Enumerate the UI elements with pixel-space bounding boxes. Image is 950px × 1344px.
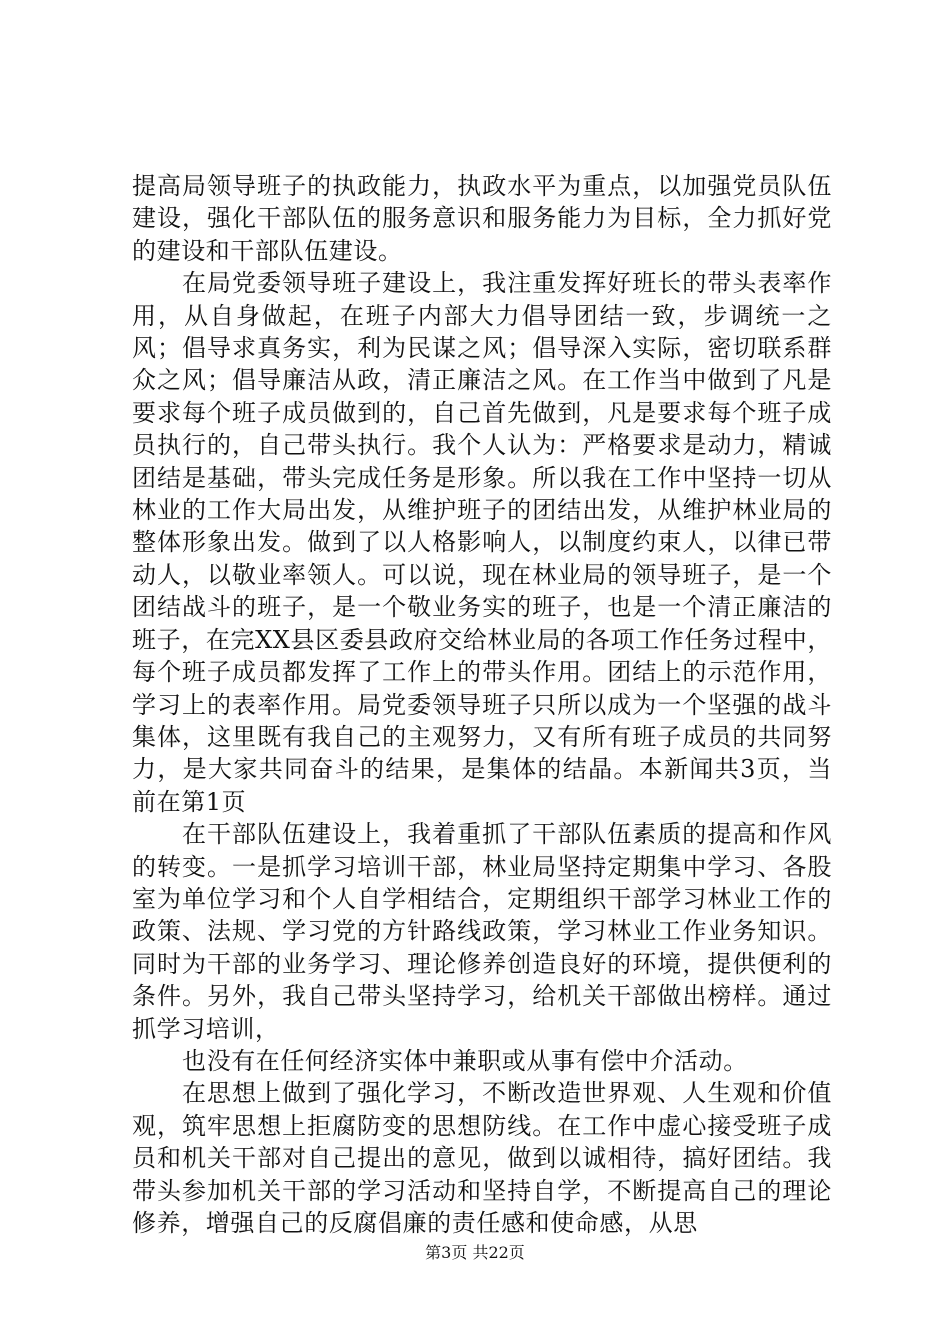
paragraph-3: 在干部队伍建设上，我着重抓了干部队伍素质的提高和作风的转变。一是抓学习培训干部，林业局坚持定期集中学习、各股室为单位学习和个人自学相结合，定期组织干部学习林业工作的政策、法规、学习党的方针路线政策，学习林业工作业务知识。同时为干部的业务学习、理论修养创造良好的环境，提供便利的条件。另外，我自己带头坚持学习，给机关干部做出榜样。通过抓学习培训， bbox=[132, 820, 832, 1043]
paragraph-2: 在局党委领导班子建设上，我注重发挥好班长的带头表率作用，从自身做起，在班子内部大力倡导团结一致，步调统一之风；倡导求真务实，利为民谋之风；倡导深入实际，密切联系群众之风；倡导廉洁从政，清正廉洁之风。在工作当中做到了凡是要求每个班子成员做到的，自己首先做到，凡是要求每个班子成员执行的，自己带头执行。我个人认为：严格要求是动力，精诚团结是基础，带头完成任务是形象。所以我在工作中坚持一切从林业的工作大局出发，从维护班子的团结出发，从维护林业局的整体形象出发。做到了以人格影响人，以制度约束人，以律已带动人，以敬业率领人。可以说，现在林业局的领导班子，是一个团结战斗的班子，是一个敬业务实的班子，也是一个清正廉洁的班子，在完XX县区委县政府交给林业局的各项工作任务过程中，每个班子成员都发挥了工作上的带头作用。团结上的示范作用，学习上的表率作用。局党委领导班子只所以成为一个坚强的战斗集体，这里既有我自己的主观努力，又有所有班子成员的共同努力，是大家共同奋斗的结果，是集体的结晶。本新闻共3页，当前在第1页 bbox=[132, 269, 832, 816]
page-number-footer: 第3页 共22页 bbox=[425, 1243, 525, 1262]
paragraph-5: 在思想上做到了强化学习，不断改造世界观、人生观和价值观，筑牢思想上拒腐防变的思想防线。在工作中虚心接受班子成员和机关干部对自己提出的意见，做到以诚相待，搞好团结。我带头参加机关干部的学习活动和坚持自学，不断提高自己的理论修养，增强自己的反腐倡廉的责任感和使命感，从思 bbox=[132, 1079, 832, 1237]
document-body bbox=[132, 170, 832, 1239]
paragraph-1: 提高局领导班子的执政能力，执政水平为重点，以加强党员队伍建设，强化干部队伍的服务意识和服务能力为目标，全力抓好党的建设和干部队伍建设。 bbox=[132, 172, 832, 265]
paragraph-4: 也没有在任何经济实体中兼职或从事有偿中介活动。 bbox=[182, 1046, 748, 1075]
